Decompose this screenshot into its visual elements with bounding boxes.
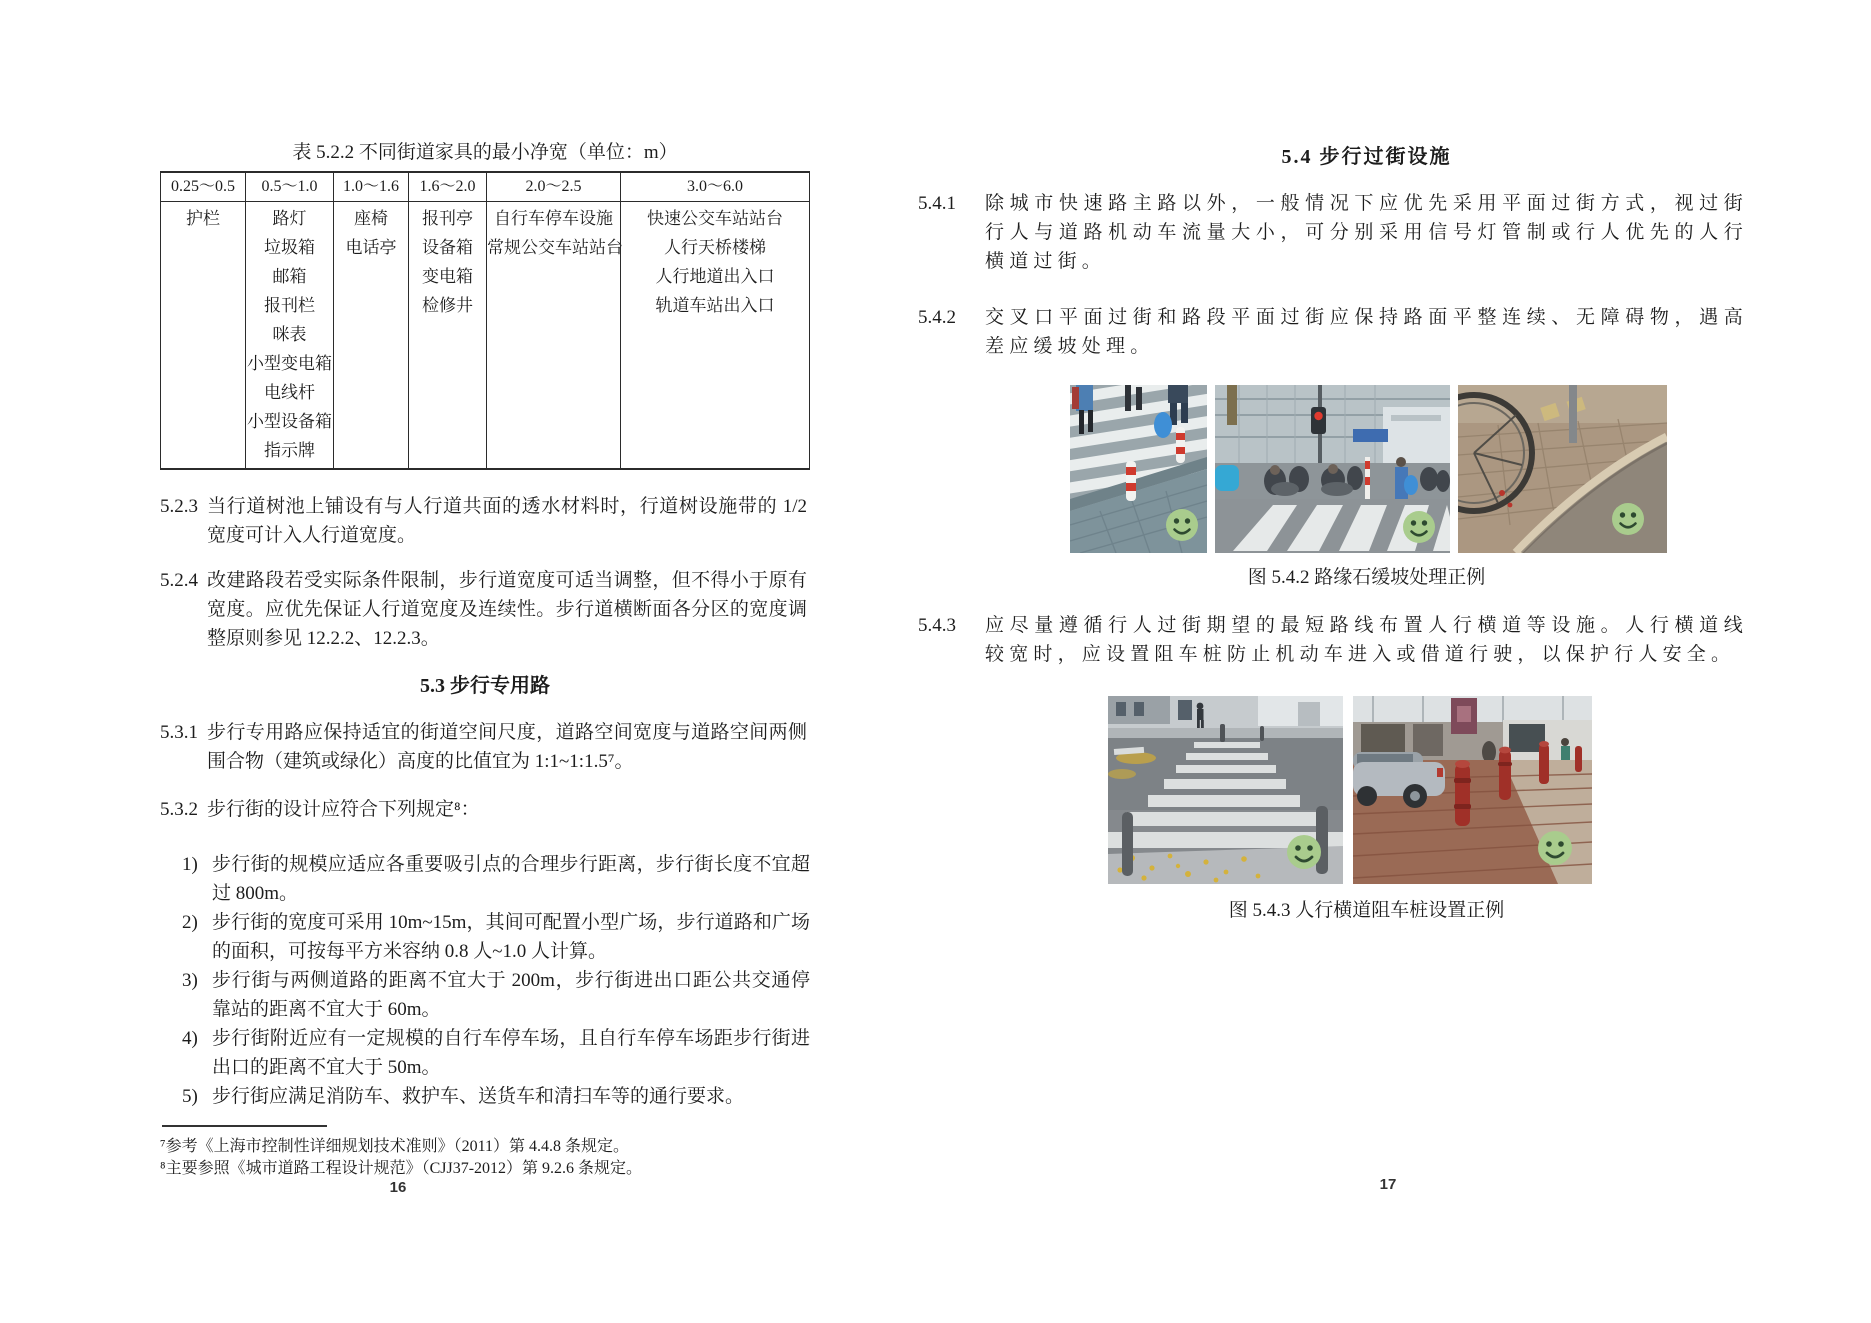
table-header-cell: 0.25～0.5	[161, 173, 245, 202]
table-body-cell	[409, 202, 486, 468]
table-title: 表 5.2.2 不同街道家具的最小净宽（单位：m）	[292, 142, 678, 163]
numbered-list	[182, 850, 810, 1111]
table-cell-line: 小型设备箱	[247, 412, 332, 431]
footnotes	[160, 1136, 810, 1180]
section-number: 5.4.2	[918, 307, 956, 328]
list-marker: 1)	[182, 854, 198, 875]
photo-zebra-crossing-flexible-bollards	[1070, 385, 1207, 553]
list-marker: 4)	[182, 1028, 198, 1049]
table-cell-line: 路灯	[272, 209, 307, 228]
table-cell-line: 垃圾箱	[264, 238, 315, 257]
red-bollard	[1539, 741, 1549, 784]
table-cell-line: 常规公交车站站台	[487, 238, 623, 257]
section-5-2-3	[160, 492, 810, 550]
section-number: 5.4.1	[918, 193, 956, 214]
photo-crosswalk-gray-bollards-leaves	[1108, 696, 1343, 884]
figure-5-4-3-photos	[1108, 696, 1758, 884]
table-cell-line: 轨道车站出入口	[655, 296, 775, 315]
section-5-3-2	[160, 795, 810, 824]
footnote-7: ⁷参考《上海市控制性详细规划技术准则》（2011）第 4.4.8 条规定。	[160, 1138, 629, 1155]
footnote-divider	[162, 1125, 327, 1127]
figure-5-4-3-caption: 图 5.4.3 人行横道阻车桩设置正例	[1228, 900, 1505, 921]
approval-smiley-icon	[1287, 835, 1321, 869]
table-cell-line: 护栏	[186, 209, 220, 228]
table-header-cell: 1.0～1.6	[334, 173, 408, 202]
table-cell-line: 变电箱	[422, 267, 473, 286]
section-5-4-2	[918, 303, 1758, 361]
list-item	[182, 966, 810, 1024]
table-column-5	[486, 173, 623, 468]
section-text: 步行专用路应保持适宜的街道空间尺度，道路空间宽度与道路空间两侧围合物（建筑或绿化）高度的比值宜为 1:1~1:1.5⁷。	[207, 722, 807, 772]
red-white-bollard	[1126, 461, 1136, 501]
approval-smiley-icon	[1166, 509, 1198, 541]
table-body-cell	[334, 202, 408, 468]
section-5-3-1	[160, 718, 810, 776]
table-cell-line: 邮箱	[272, 267, 307, 286]
figure-5-4-2-photos	[1070, 385, 1758, 553]
section-text: 步行街的设计应符合下列规定⁸：	[207, 799, 480, 820]
page-number-16: 16	[389, 1179, 407, 1196]
table-cell-line: 检修井	[422, 296, 473, 315]
section-number: 5.3.2	[160, 799, 198, 820]
table-cell-line: 指示牌	[264, 441, 315, 460]
table-body-cell	[487, 202, 623, 468]
table-cell-line: 人行天桥楼梯	[664, 238, 766, 257]
red-white-pole	[1365, 457, 1370, 501]
footnote-8: ⁸主要参照《城市道路工程设计规范》（CJJ37-2012）第 9.2.6 条规定。	[160, 1160, 643, 1177]
table-cell-line: 报刊亭	[422, 209, 473, 228]
table-cell-line: 设备箱	[422, 238, 473, 257]
page-right	[918, 0, 1758, 923]
page-number-17: 17	[1379, 1176, 1397, 1193]
photo-curb-ramp-bicycle-wheel	[1458, 385, 1667, 553]
table-cell-line: 报刊栏	[264, 296, 315, 315]
list-item	[182, 908, 810, 966]
section-5-4-3	[918, 611, 1758, 669]
section-number: 5.2.3	[160, 496, 198, 517]
section-text: 当行道树池上铺设有与人行道共面的透水材料时，行道树设施带的 1/2 宽度可计入人行道宽度。	[207, 496, 807, 546]
table-cell-line: 快速公交车站站台	[647, 209, 783, 228]
heading-5-4: 5.4 步行过街设施	[1281, 146, 1452, 168]
section-text: 应尽量遵循行人过街期望的最短路线布置人行横道等设施。人行横道线较宽时，应设置阻车桩防止机动车进入或借道行驶，以保护行人安全。	[985, 615, 1748, 665]
page-left	[160, 0, 810, 1180]
list-text: 步行街与两侧道路的距离不宜大于 200m，步行街进出口距公共交通停靠站的距离不宜大于 60m。	[212, 970, 810, 1020]
table-column-3	[333, 173, 408, 468]
section-5-2-4	[160, 566, 810, 653]
heading-5-3: 5.3 步行专用路	[420, 675, 550, 697]
list-text: 步行街附近应有一定规模的自行车停车场，且自行车停车场距步行街进出口的距离不宜大于 50m。	[212, 1028, 810, 1078]
approval-smiley-icon	[1538, 831, 1572, 865]
section-text: 除城市快速路主路以外，一般情况下应优先采用平面过街方式，视过街行人与道路机动车流量大小，可分别采用信号灯管制或行人优先的人行横道过街。	[985, 193, 1748, 272]
red-bollard	[1498, 747, 1512, 800]
table-cell-line: 小型变电箱	[247, 354, 332, 373]
table-column-6	[620, 173, 809, 468]
photo-street-red-bollards-car	[1353, 696, 1592, 884]
table-body-cell	[161, 202, 245, 468]
approval-smiley-icon	[1612, 503, 1644, 535]
figure-5-4-2-caption: 图 5.4.2 路缘石缓坡处理正例	[1247, 567, 1486, 588]
list-marker: 3)	[182, 970, 198, 991]
table-column-4	[408, 173, 486, 468]
approval-smiley-icon	[1403, 511, 1435, 543]
table-header-cell: 2.0～2.5	[487, 173, 620, 202]
section-number: 5.4.3	[918, 615, 956, 636]
list-text: 步行街的规模应适应各重要吸引点的合理步行距离，步行街长度不宜超过 800m。	[212, 854, 810, 904]
table-cell-line: 座椅	[354, 209, 388, 228]
section-text: 交叉口平面过街和路段平面过街应保持路面平整连续、无障碍物，遇高差应缓坡处理。	[985, 307, 1748, 357]
red-bollard	[1454, 760, 1471, 826]
list-marker: 5)	[182, 1086, 198, 1107]
table-column-2	[245, 173, 333, 468]
list-item	[182, 1082, 810, 1111]
table-body-cell	[621, 202, 809, 468]
list-text: 步行街应满足消防车、救护车、送货车和清扫车等的通行要求。	[212, 1086, 745, 1107]
list-marker: 2)	[182, 912, 198, 933]
section-number: 5.3.1	[160, 722, 198, 743]
table-cell-line: 咪表	[272, 325, 307, 344]
photo-intersection-waiting-crowd	[1215, 385, 1450, 553]
section-number: 5.2.4	[160, 570, 198, 591]
table-column-1	[161, 173, 245, 468]
table-cell-line: 人行地道出入口	[655, 267, 775, 286]
list-item	[182, 1024, 810, 1082]
table-header-cell: 3.0～6.0	[621, 173, 809, 202]
table-cell-line: 电线杆	[264, 383, 315, 402]
section-5-4-1	[918, 189, 1758, 276]
list-item	[182, 850, 810, 908]
list-text: 步行街的宽度可采用 10m~15m，其间可配置小型广场，步行道路和广场的面积，可按每平方米容纳 0.8 人~1.0 人计算。	[212, 912, 810, 962]
table-cell-line: 电话亭	[345, 238, 397, 257]
street-furniture-table	[160, 171, 810, 470]
table-header-cell: 1.6～2.0	[409, 173, 486, 202]
table-body-cell	[246, 202, 333, 468]
section-text: 改建路段若受实际条件限制，步行道宽度可适当调整，但不得小于原有宽度。应优先保证人行道宽度及连续性。步行道横断面各分区的宽度调整原则参见 12.2.2、12.2.3。	[207, 570, 807, 649]
table-header-cell: 0.5～1.0	[246, 173, 333, 202]
table-cell-line: 自行车停车设施	[494, 209, 613, 228]
red-white-bollard	[1176, 427, 1185, 463]
